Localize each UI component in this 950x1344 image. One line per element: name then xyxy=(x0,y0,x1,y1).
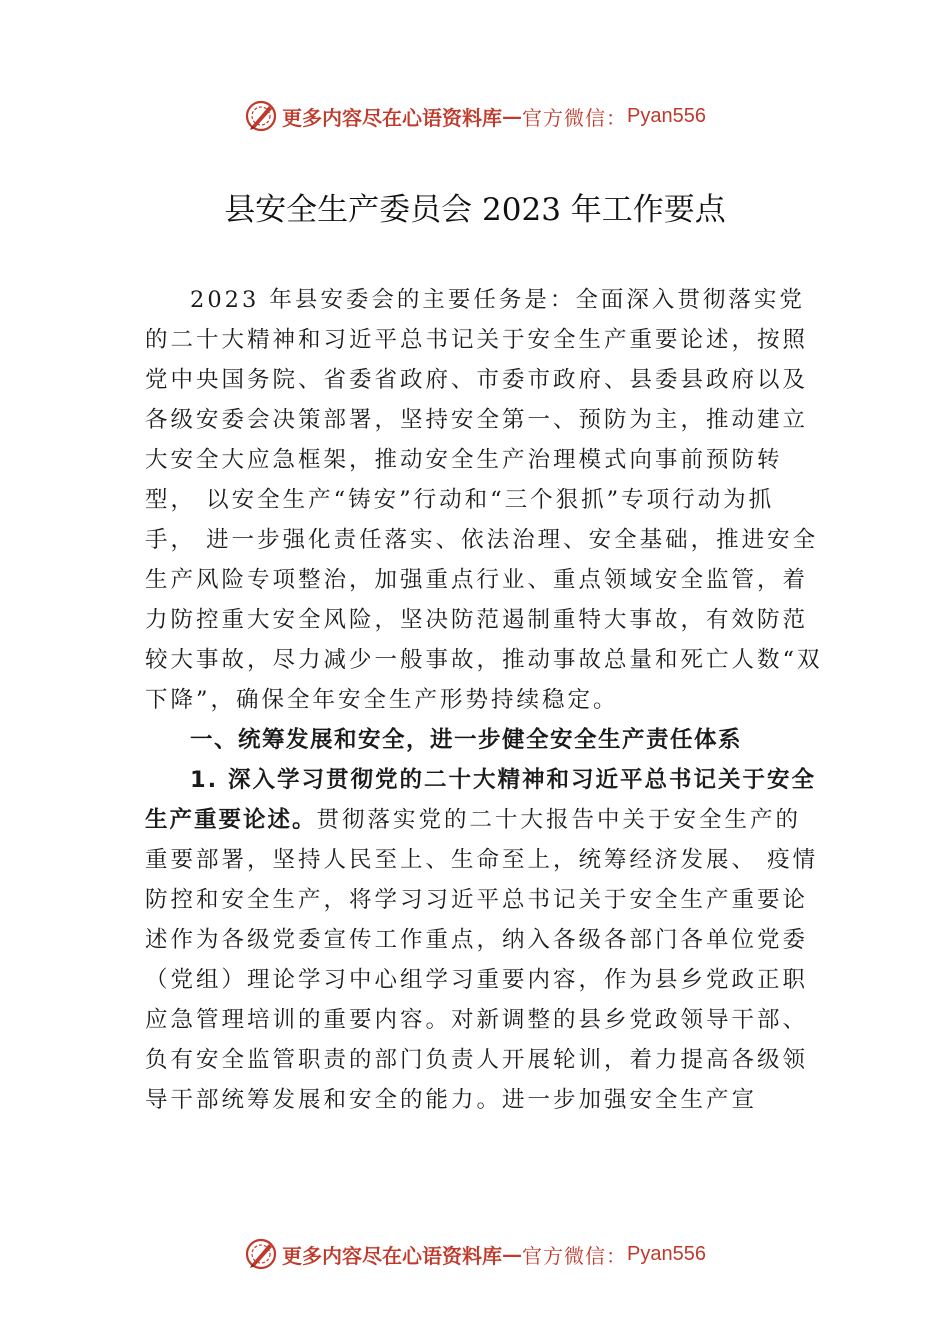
pen-logo-icon xyxy=(244,1237,278,1271)
item-body: 贯彻落实党的二十大报告中关于安全生产的重要部署，坚持人民至上、生命至上，统筹经济发展、 疫情防控和安全生产，将学习习近平总书记关于安全生产重要论述作为各级党委宣传工作重点，纳入各级各部门各单位党委（党组）理论学习中心组学习重要内容，作为县乡党政正职应急管理培训的重要内容。对新调整的县乡党政领导干部、负有安全监管职责的部门负责人开展轮训，着力提高各级领导干部统筹发展和安全的能力。进一步加强安全生产宣 xyxy=(145,807,819,1113)
watermark-wechat-id: Pyan556 xyxy=(627,1242,706,1265)
watermark-text: 更多内容尽在心语资料库 xyxy=(282,1243,503,1268)
section-heading: 一、统筹发展和安全，进一步健全安全生产责任体系 xyxy=(190,727,743,753)
watermark-footer xyxy=(0,1234,950,1274)
pen-logo-icon xyxy=(244,99,278,133)
item-paragraph xyxy=(145,760,825,1120)
watermark-wechat-id: Pyan556 xyxy=(627,104,706,127)
item-title: 1. 深入学习贯彻党的二十大精神和习近平总书记关于安全生产重要论述。 xyxy=(145,767,817,833)
watermark-separator: — xyxy=(502,104,523,128)
document-title: 县安全生产委员会 2023 年工作要点 xyxy=(224,192,726,228)
watermark-header xyxy=(0,96,950,136)
watermark-text: 更多内容尽在心语资料库 xyxy=(282,105,503,130)
watermark-label: 官方微信： xyxy=(522,105,628,130)
document-body xyxy=(145,280,825,1120)
intro-paragraph: 2023 年县安委会的主要任务是：全面深入贯彻落实党的二十大精神和习近平总书记关于安全生产重要论述，按照党中央国务院、省委省政府、市委市政府、县委县政府以及各级安委会决策部署，坚持安全第一、预防为主，推动建立大安全大应急框架，推动安全生产治理模式向事前预防转型， 以安全生产“铸安”行动和“三个狠抓”专项行动为抓手， 进一步强化责任落实、依法治理、安全基础，推进安全生产风险专项整治，加强重点行业、重点领域安全监管，着力防控重大安全风险，坚决防范遏制重特大事故，有效防范较大事故，尽力减少一般事故，推动事故总量和死亡人数“双下降”，确保全年安全生产形势持续稳定。 xyxy=(145,287,823,713)
watermark-separator: — xyxy=(502,1242,523,1266)
watermark-label: 官方微信： xyxy=(522,1243,628,1268)
